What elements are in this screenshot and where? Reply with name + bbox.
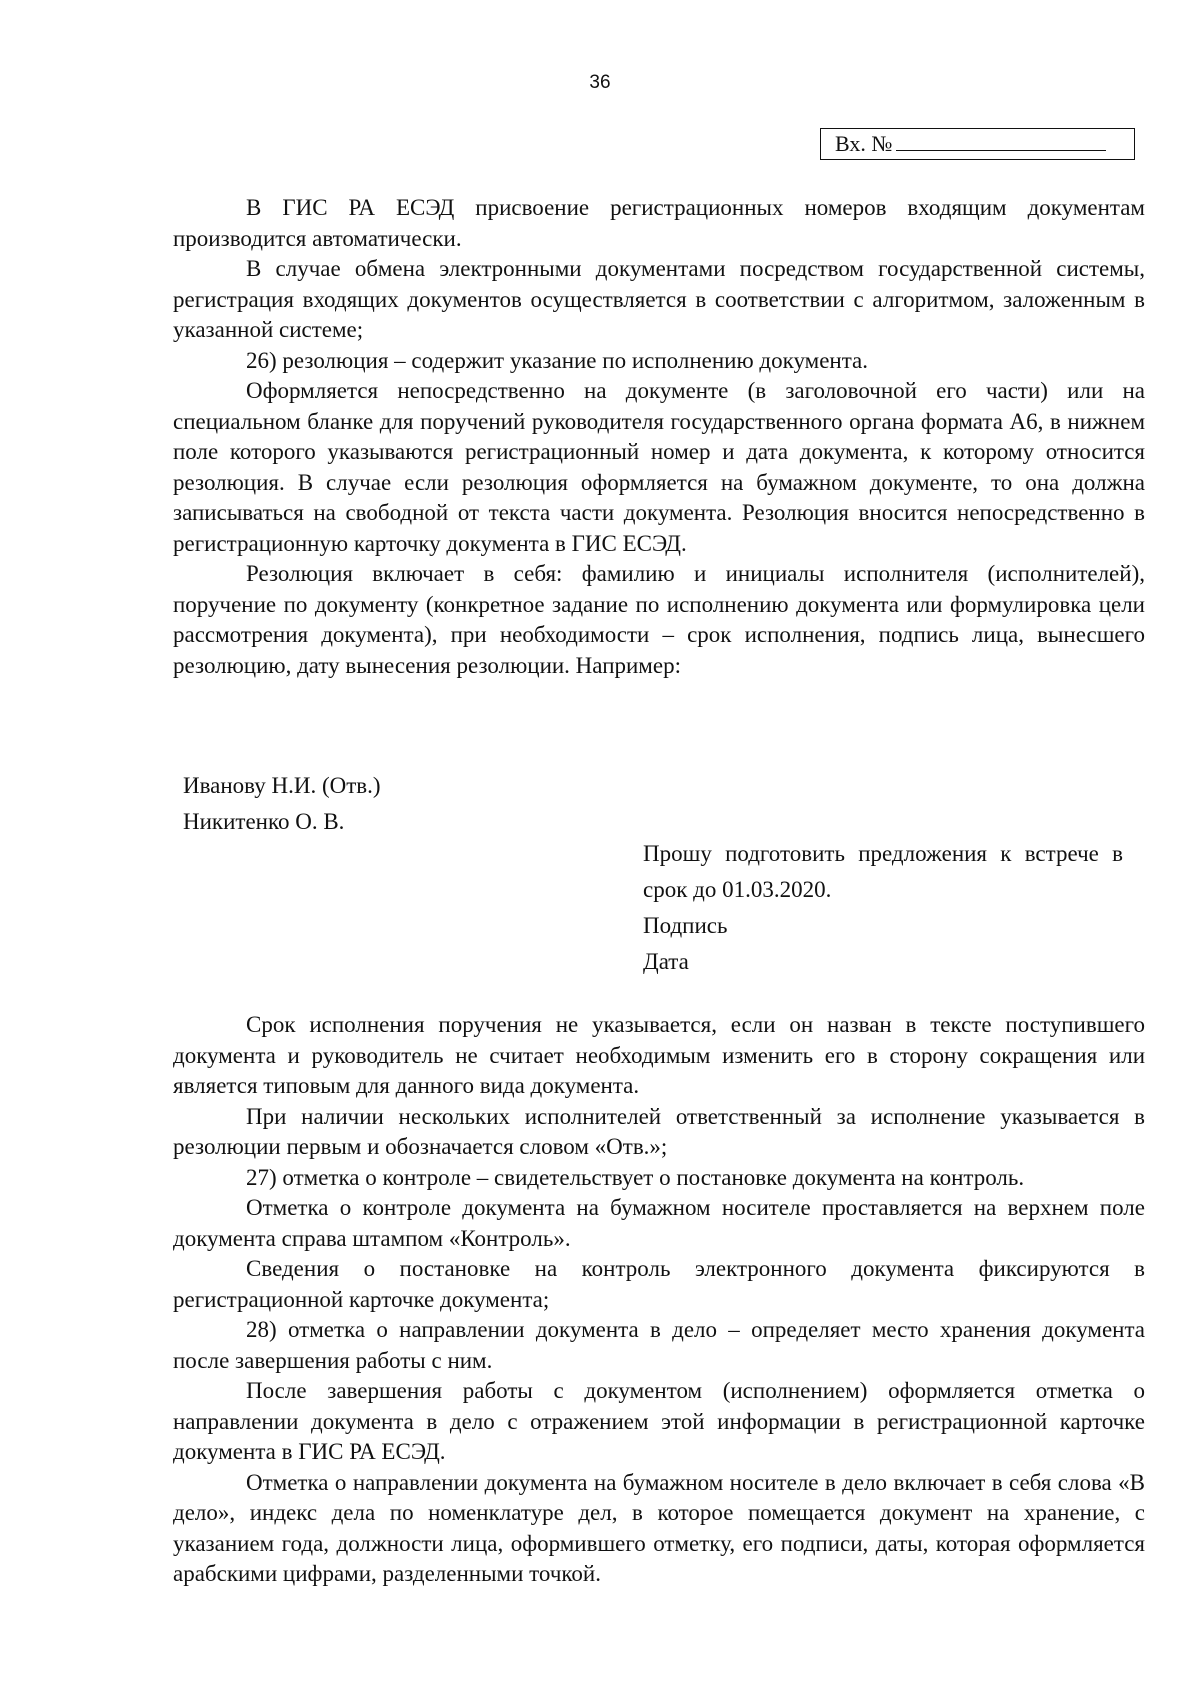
stamp-label: Вх. № (835, 131, 893, 156)
paragraph: Отметка о контроле документа на бумажном носителе проставляется на верхнем поле документа справа штампом «Контроль». (173, 1195, 1145, 1251)
resolution-text: Прошу подготовить предложения к встрече в срок до 01.03.2020. (643, 841, 1123, 902)
paragraph: Срок исполнения поручения не указывается, если он назван в тексте поступившего документа и руководитель не считает необходимым изменить его в сторону сокращения или является типовым для данного вида документа. (173, 1012, 1145, 1098)
addressee: Иванову Н.И. (Отв.) (183, 773, 381, 798)
paragraph: Оформляется непосредственно на документе (в заголовочной его части) или на специальном бланке для поручений руководителя государственного органа формата А6, в нижнем поле которого указываются регистрационный номер и дата документа, к которому относится резолюция. В случае если резолюция оформляется на бумажном документе, то она должна записываться на свободной от текста части документа. Резолюция вносится непосредственно в регистрационную карточку документа в ГИС ЕСЭД. (173, 378, 1145, 556)
paragraph: Сведения о постановке на контроль электронного документа фиксируются в регистрационной карточке документа; (173, 1256, 1145, 1312)
example-resolution (643, 836, 1123, 980)
paragraph: 27) отметка о контроле – свидетельствует о постановке документа на контроль. (246, 1164, 1025, 1190)
resolution-signature: Подпись (643, 913, 728, 938)
paragraph: В случае обмена электронными документами посредством государственной системы, регистрация входящих документов осуществляется в соответствии с алгоритмом, заложенным в указанной системе; (173, 256, 1145, 342)
incoming-number-stamp (820, 128, 1135, 160)
paragraph: После завершения работы с документом (исполнением) оформляется отметка о направлении документа в дело с отражением этой информации в регистрационной карточке документа в ГИС РА ЕСЭД. (173, 1378, 1145, 1464)
text-block-bottom (173, 1010, 1145, 1590)
paragraph: 26) резолюция – содержит указание по исполнению документа. (246, 347, 868, 373)
paragraph: Резолюция включает в себя: фамилию и инициалы исполнителя (исполнителей), поручение по документу (конкретное задание по исполнению документа или формулировка цели рассмотрения документа), при необходимости – срок исполнения, подпись лица, вынесшего резолюцию, дату вынесения резолюции. Например: (173, 561, 1145, 678)
example-addressees (183, 768, 381, 840)
paragraph: При наличии нескольких исполнителей ответственный за исполнение указывается в резолюции первым и обозначается словом «Отв.»; (173, 1103, 1145, 1159)
page-number: 36 (589, 72, 611, 93)
paragraph: Отметка о направлении документа на бумажном носителе в дело включает в себя слова «В дело», индекс дела по номенклатуре дел, в которое помещается документ на хранение, с указанием года, должности лица, оформившего отметку, его подписи, даты, которая оформляется арабскими цифрами, разделенными точкой. (173, 1469, 1145, 1586)
stamp-blank-line (896, 130, 1106, 151)
paragraph: 28) отметка о направлении документа в дело – определяет место хранения документа после завершения работы с ним. (173, 1317, 1145, 1373)
addressee: Никитенко О. В. (183, 809, 345, 834)
resolution-date: Дата (643, 949, 689, 974)
paragraph: В ГИС РА ЕСЭД присвоение регистрационных номеров входящим документам производится автоматически. (173, 195, 1145, 251)
text-block-top (173, 193, 1145, 681)
